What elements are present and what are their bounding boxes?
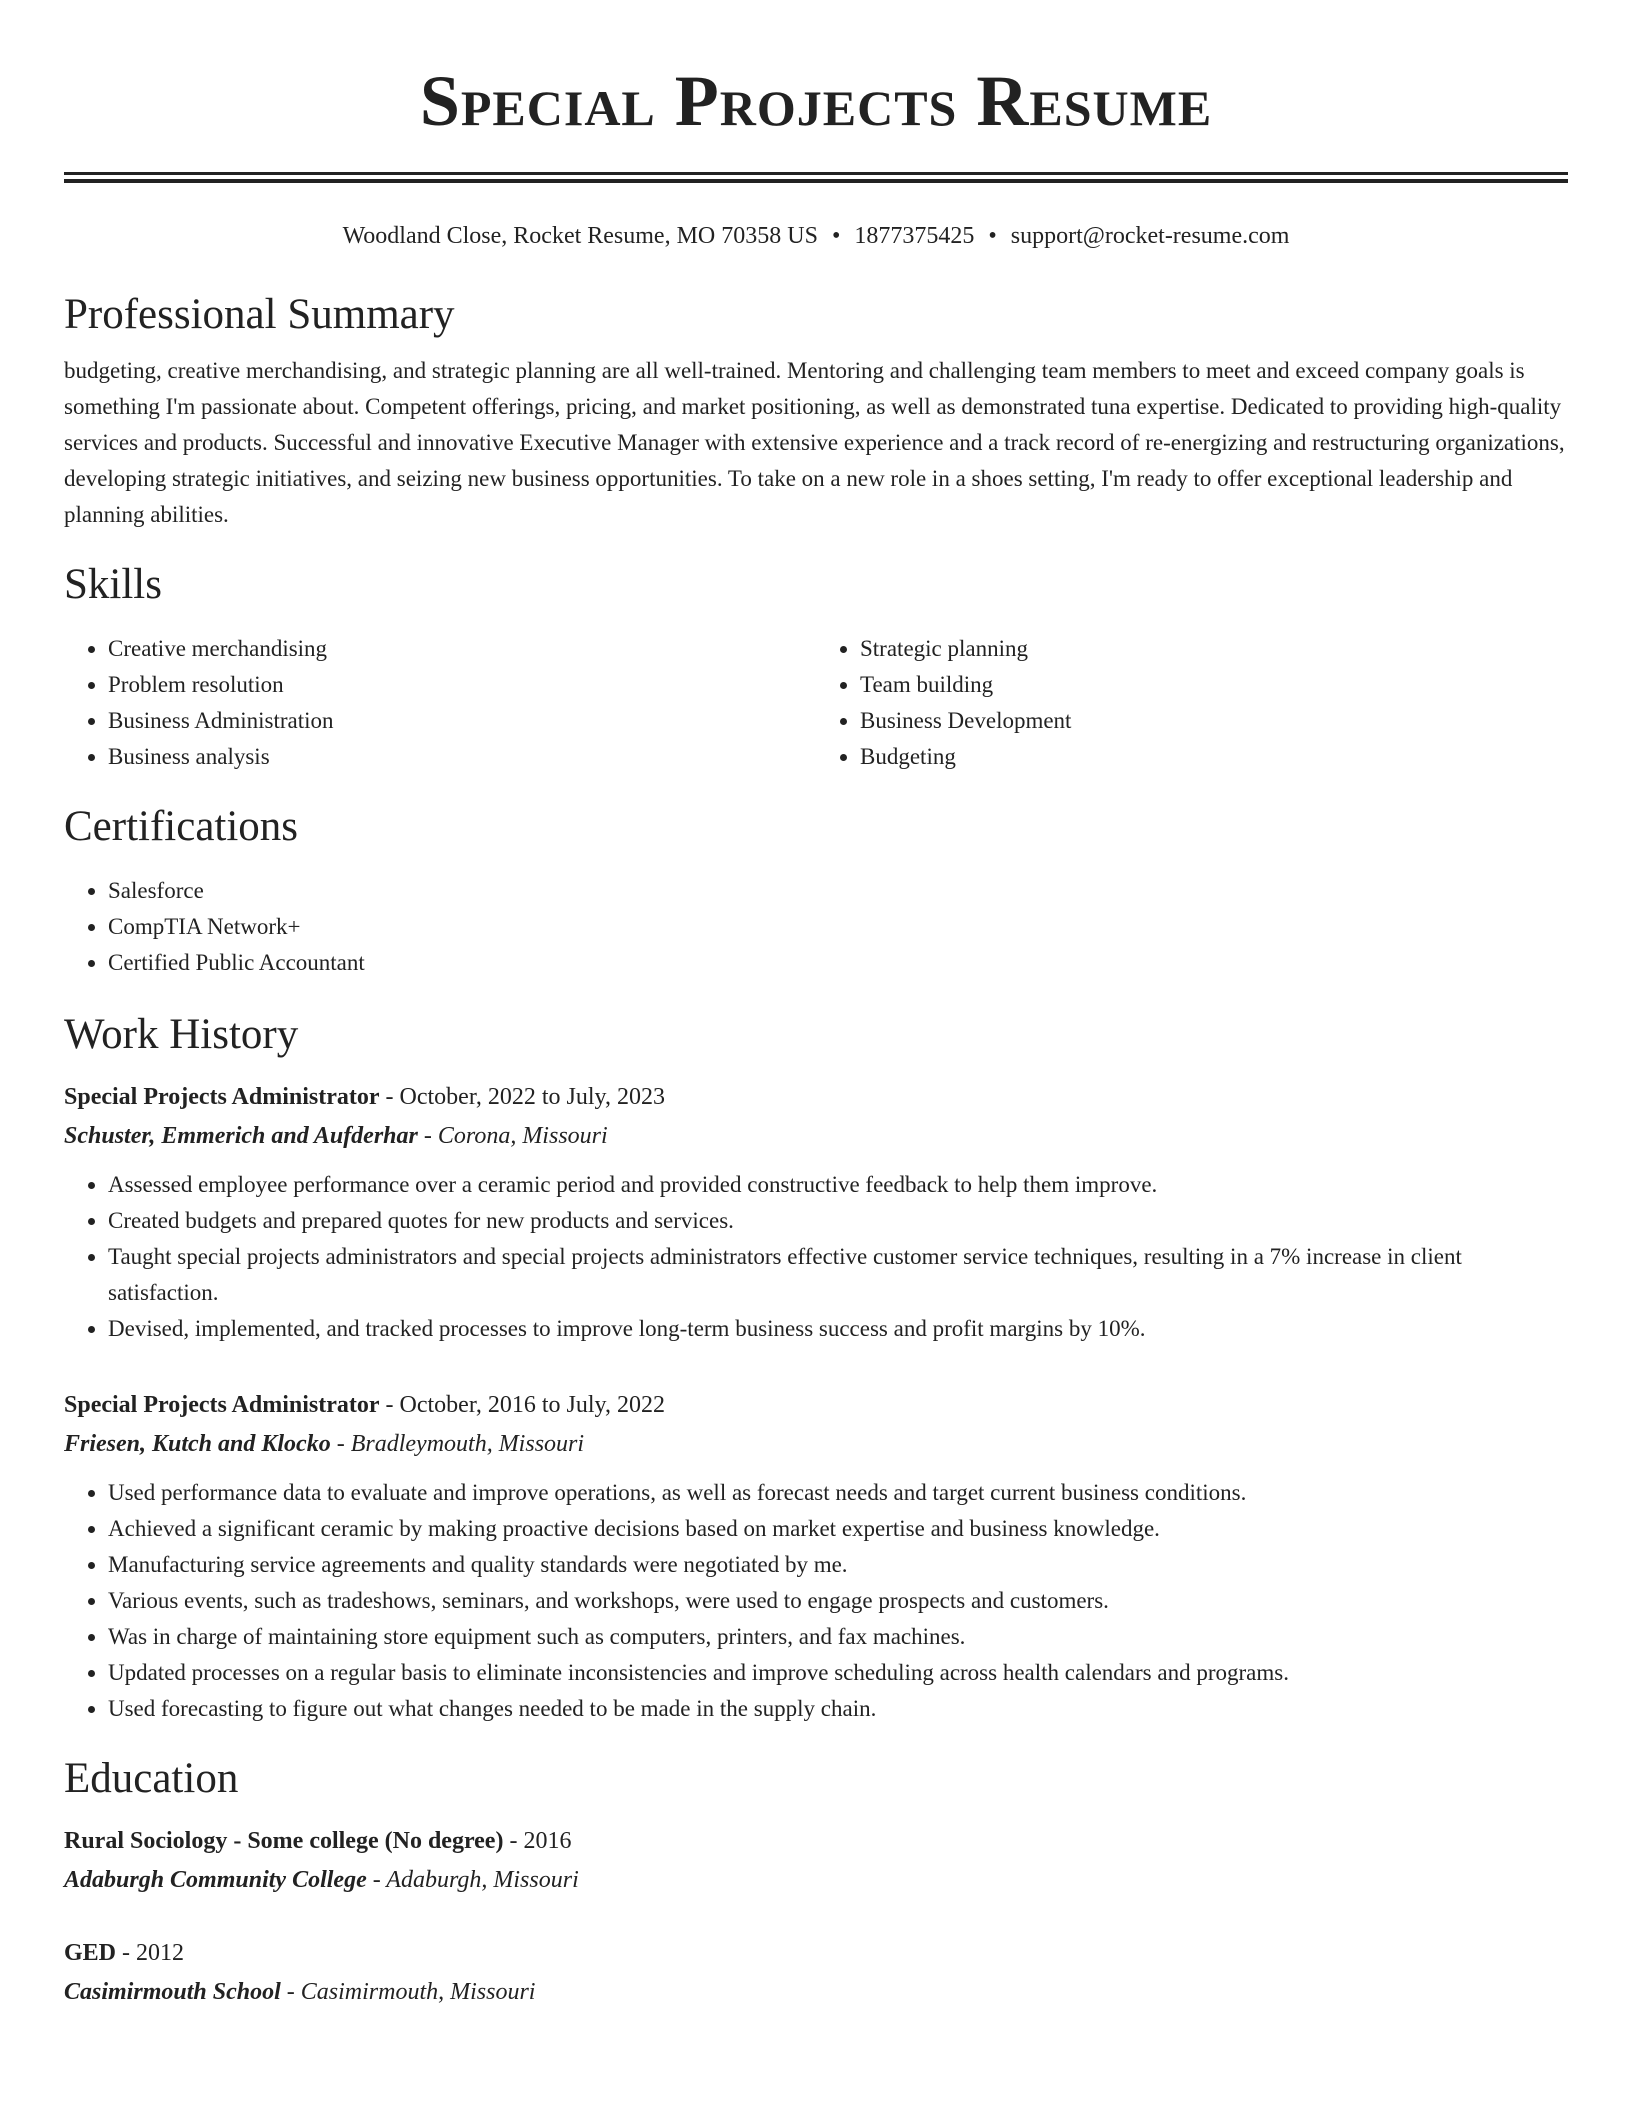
summary-section	[64, 289, 1568, 533]
job-location: Corona, Missouri	[437, 1123, 608, 1149]
skill-item: • Creative merchandising	[108, 631, 816, 667]
job-bullet: • Assessed employee performance over a ceramic period and provided constructive feedback to help them improve.	[108, 1167, 1568, 1203]
education-school: Adaburgh Community College	[64, 1867, 367, 1893]
contact-separator: •	[831, 223, 841, 249]
job-bullet: • Used performance data to evaluate and improve operations, as well as forecast needs and target current business conditions.	[108, 1475, 1568, 1511]
job-bullet: • Devised, implemented, and tracked processes to improve long-term business success and profit margins by 10%.	[108, 1311, 1568, 1347]
job-dates: October, 2022 to July, 2023	[399, 1084, 665, 1110]
job-entry	[64, 1385, 1568, 1727]
education-school-line: Adaburgh Community College - Adaburgh, Missouri	[64, 1867, 579, 1893]
education-entry	[64, 1821, 1568, 1899]
certifications-section	[64, 801, 1568, 981]
skill-item: • Team building	[860, 667, 1568, 703]
contact-line	[64, 221, 1568, 251]
certification-item: • CompTIA Network+	[108, 909, 1568, 945]
skills-column-left	[64, 631, 816, 775]
summary-heading: Professional Summary	[64, 291, 455, 338]
job-employer: Schuster, Emmerich and Aufderhar - Corona, Missouri	[64, 1123, 608, 1149]
job-company: Schuster, Emmerich and Aufderhar	[64, 1123, 418, 1149]
job-bullets	[64, 1475, 1568, 1727]
job-company: Friesen, Kutch and Klocko	[64, 1431, 331, 1457]
education-location: Casimirmouth, Missouri	[300, 1979, 536, 2005]
education-year: 2016	[523, 1828, 572, 1854]
job-bullet: • Used forecasting to figure out what changes needed to be made in the supply chain.	[108, 1691, 1568, 1727]
job-location: Bradleymouth, Missouri	[350, 1431, 585, 1457]
education-school-line: Casimirmouth School - Casimirmouth, Missouri	[64, 1979, 536, 2005]
work-history-section	[64, 1009, 1568, 1727]
skill-item: • Strategic planning	[860, 631, 1568, 667]
job-bullet: • Updated processes on a regular basis to eliminate inconsistencies and improve scheduling across health calendars and programs.	[108, 1655, 1568, 1691]
skills-grid	[64, 631, 1568, 775]
skills-heading: Skills	[64, 561, 162, 608]
certifications-heading: Certifications	[64, 803, 299, 850]
job-bullet: • Various events, such as tradeshows, seminars, and workshops, were used to engage prospects and customers.	[108, 1583, 1568, 1619]
job-bullet: • Manufacturing service agreements and quality standards were negotiated by me.	[108, 1547, 1568, 1583]
skill-item: • Business analysis	[108, 739, 816, 775]
certifications-list	[64, 873, 1568, 981]
contact-phone: 1877375425	[854, 223, 975, 249]
job-bullet: • Created budgets and prepared quotes for new products and services.	[108, 1203, 1568, 1239]
certification-item: • Salesforce	[108, 873, 1568, 909]
job-employer: Friesen, Kutch and Klocko - Bradleymouth, Missouri	[64, 1431, 585, 1457]
skill-item: • Problem resolution	[108, 667, 816, 703]
summary-text: budgeting, creative merchandising, and strategic planning are all well-trained. Mentoring and challenging team members to meet and exceed company goals is something I'm passionate about. Competent offerings, pricing, and market positioning, as well as demonstrated tuna expertise. Dedicated to providing high-quality services and products. Successful and innovative Executive Manager with extensive experience and a track record of re-energizing and restructuring organizations, developing strategic initiatives, and seizing new business opportunities. To take on a new role in a shoes setting, I'm ready to offer exceptional leadership and planning abilities.	[64, 358, 1565, 527]
skill-item: • Business Administration	[108, 703, 816, 739]
education-entry	[64, 1933, 1568, 2011]
resume-title: Special Projects Resume	[419, 61, 1213, 141]
title-divider	[64, 172, 1568, 183]
job-bullet: • Was in charge of maintaining store equipment such as computers, printers, and fax machines.	[108, 1619, 1568, 1655]
certification-item: • Certified Public Accountant	[108, 945, 1568, 981]
job-entry	[64, 1077, 1568, 1347]
education-degree: GED	[64, 1940, 117, 1966]
job-header: Special Projects Administrator - October, 2016 to July, 2022	[64, 1392, 665, 1418]
job-header: Special Projects Administrator - October, 2022 to July, 2023	[64, 1084, 665, 1110]
skill-item: • Business Development	[860, 703, 1568, 739]
job-dates: October, 2016 to July, 2022	[399, 1392, 665, 1418]
work-history-heading: Work History	[64, 1011, 299, 1058]
education-year: 2012	[136, 1940, 185, 1966]
education-header: Rural Sociology - Some college (No degree) - 2016	[64, 1828, 572, 1854]
skill-item: • Budgeting	[860, 739, 1568, 775]
job-bullet: • Achieved a significant ceramic by making proactive decisions based on market expertise and business knowledge.	[108, 1511, 1568, 1547]
job-bullet: • Taught special projects administrators and special projects administrators effective customer service techniques, resulting in a 7% increase in client satisfaction.	[108, 1239, 1568, 1311]
education-section	[64, 1753, 1568, 2011]
job-title: Special Projects Administrator	[64, 1392, 380, 1418]
education-heading: Education	[64, 1755, 239, 1802]
skills-section	[64, 559, 1568, 775]
education-degree: Rural Sociology - Some college (No degree)	[64, 1828, 504, 1854]
education-header: GED - 2012	[64, 1940, 185, 1966]
skills-column-right	[816, 631, 1568, 775]
contact-email: support@rocket-resume.com	[1010, 223, 1290, 249]
contact-address: Woodland Close, Rocket Resume, MO 70358 US	[342, 223, 818, 249]
education-school: Casimirmouth School	[64, 1979, 281, 2005]
education-location: Adaburgh, Missouri	[386, 1867, 579, 1893]
job-bullets	[64, 1167, 1568, 1347]
contact-separator: •	[988, 223, 997, 249]
job-title: Special Projects Administrator	[64, 1084, 380, 1110]
